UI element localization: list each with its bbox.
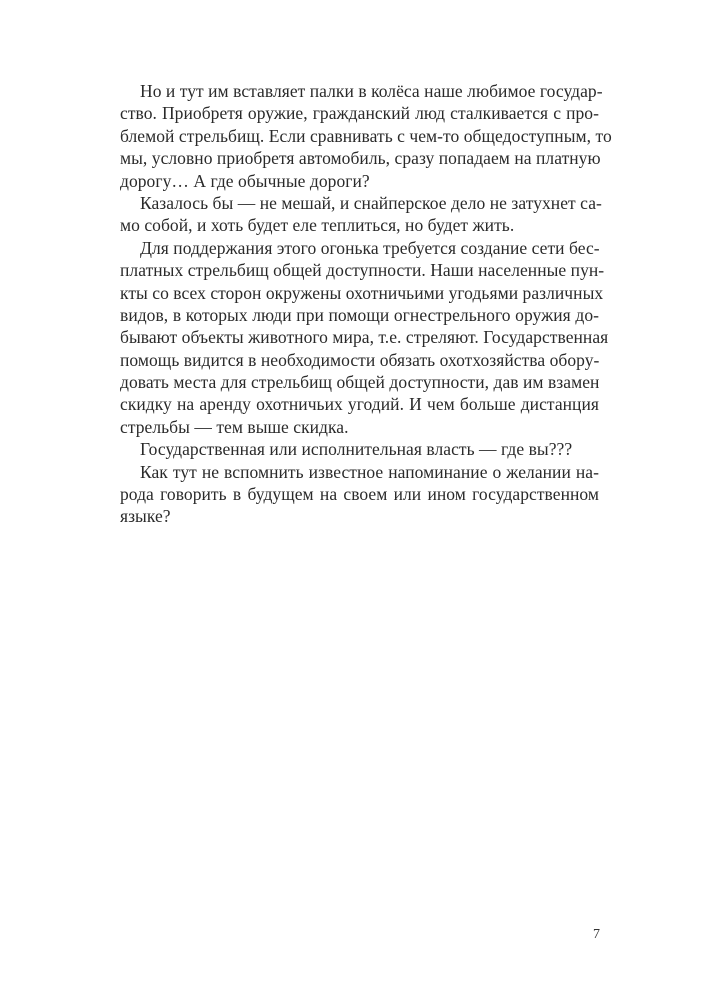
paragraph-line: ство. Приобретя оружие, гражданский люд сталкивается с про- bbox=[120, 103, 599, 124]
paragraph-line: бывают объекты животного мира, т.е. стреляют. Государственная bbox=[120, 327, 609, 348]
paragraph-line: мо собой, и хоть будет еле теплиться, но будет жить. bbox=[120, 215, 515, 236]
paragraph-line: языке? bbox=[120, 506, 171, 527]
body-text bbox=[120, 80, 612, 528]
page-number: 7 bbox=[593, 927, 600, 942]
paragraph-line: Для поддержания этого огонька требуется создание сети бес- bbox=[140, 237, 600, 258]
paragraph-line: Как тут не вспомнить известное напоминание о желании на- bbox=[140, 461, 599, 482]
paragraph-line: Но и тут им вставляет палки в колёса наше любимое государ- bbox=[140, 81, 603, 101]
paragraph-line: блемой стрельбищ. Если сравнивать с чем-то общедоступным, то bbox=[120, 125, 612, 146]
paragraph-line: скидку на аренду охотничьих угодий. И чем больше дистанция bbox=[120, 394, 599, 415]
paragraph-line: кты со всех сторон окружены охотничьими угодьями различных bbox=[120, 282, 604, 303]
paragraph-line: стрельбы — тем выше скидка. bbox=[120, 416, 349, 437]
paragraph-line: видов, в которых люди при помощи огнестрельного оружия до- bbox=[120, 304, 599, 325]
paragraph-line: помощь видится в необходимости обязать охотхозяйства обору- bbox=[120, 349, 600, 370]
paragraph-line: дорогу… А где обычные дороги? bbox=[120, 170, 370, 191]
paragraph-line: Казалось бы — не мешай, и снайперское дело не затухнет са- bbox=[140, 192, 602, 213]
paragraph-line: мы, условно приобретя автомобиль, сразу попадаем на платную bbox=[120, 148, 601, 169]
paragraph-line: довать места для стрельбищ общей доступности, дав им взамен bbox=[120, 372, 600, 393]
paragraph-line: рода говорить в будущем на своем или ином государственном bbox=[120, 484, 599, 505]
paragraph-line: платных стрельбищ общей доступности. Наши населенные пун- bbox=[120, 260, 605, 281]
paragraph-line: Государственная или исполнительная власть — где вы??? bbox=[140, 439, 573, 460]
